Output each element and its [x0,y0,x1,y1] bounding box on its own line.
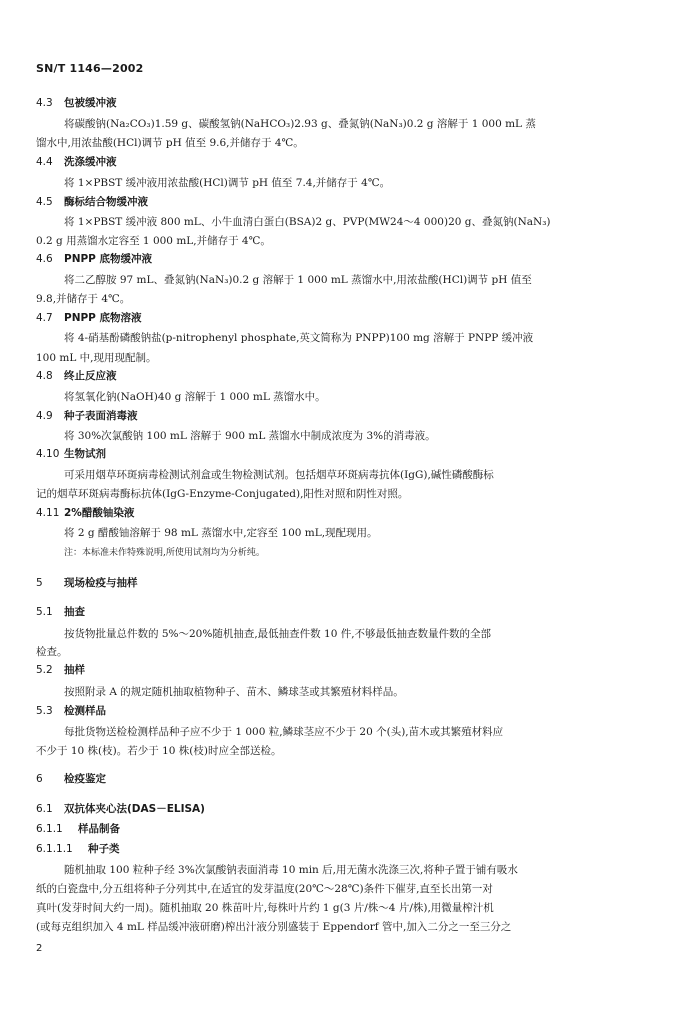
section-number: 4.6 [36,253,53,265]
section-number: 4.11 [36,507,60,519]
section-title: 终止反应液 [64,370,117,382]
section-title: 双抗体夹心法(DAS－ELISA) [64,803,205,815]
paragraph-line: 将氢氧化钠(NaOH)40 g 溶解于 1 000 mL 蒸馏水中。 [64,391,326,403]
section-heading-4-4 [36,156,117,169]
section-heading-5-3 [36,705,106,718]
paragraph-line: 将 1×PBST 缓冲液 800 mL、小牛血清白蛋白(BSA)2 g、PVP(MW24～4 000)20 g、叠氮钠(NaN₃) [64,216,551,228]
paragraph-line: 按货物批量总件数的 5%～20%随机抽查,最低抽查件数 10 件,不够最低抽查数量件数的全部 [64,628,492,640]
section-heading-6-1 [36,803,205,816]
section-heading-4-10 [36,448,106,461]
paragraph-line: 记的烟草环斑病毒酶标抗体(IgG-Enzyme-Conjugated),阳性对照和阴性对照。 [36,488,409,500]
section-number: 6.1.1 [36,823,63,835]
section-heading-6-1-1-1 [36,843,120,856]
paragraph-line: 9.8,并储存于 4℃。 [36,293,131,305]
section-title: 种子表面消毒液 [64,410,138,422]
section-title: 生物试剂 [64,448,106,460]
section-title: 抽查 [64,606,85,618]
paragraph-line: 100 mL 中,现用现配制。 [36,352,157,364]
section-number: 4.10 [36,448,60,460]
section-heading-5-1 [36,606,85,619]
section-heading-6-1-1 [36,823,120,836]
section-number: 6.1.1.1 [36,843,73,855]
section-heading-4-11 [36,507,134,520]
section-heading-4-8 [36,370,117,383]
paragraph-line: 将 30%次氯酸钠 100 mL 溶解于 900 mL 蒸馏水中制成浓度为 3%的消毒液。 [64,430,436,442]
section-number: 4.9 [36,410,53,422]
section-heading-4-5 [36,196,148,209]
section-number: 4.5 [36,196,53,208]
section-title: 种子类 [88,843,120,855]
paragraph-line: 将碳酸钠(Na₂CO₃)1.59 g、碳酸氢钠(NaHCO₃)2.93 g、叠氮钠(NaN₃)0.2 g 溶解于 1 000 mL 蒸 [64,118,536,130]
section-title: 酶标结合物缓冲液 [64,196,148,208]
section-number: 5.3 [36,705,53,717]
section-number: 4.8 [36,370,53,382]
section-heading-4-9 [36,410,138,423]
paragraph-line: (或每克组织加入 4 mL 样品缓冲液研磨)榨出汁液分别盛装于 Eppendorf 管中,加入二分之一至三分之 [36,921,512,933]
paragraph-line: 将 1×PBST 缓冲液用浓盐酸(HCl)调节 pH 值至 7.4,并储存于 4℃。 [64,177,391,189]
paragraph-line: 检查。 [36,646,68,658]
paragraph-line: 随机抽取 100 粒种子经 3%次氯酸钠表面消毒 10 min 后,用无菌水洗涤三次,将种子置于铺有吸水 [64,864,518,876]
section-number: 5.2 [36,664,53,676]
paragraph-line: 可采用烟草环斑病毒检测试剂盒或生物检测试剂。包括烟草环斑病毒抗体(IgG),碱性磷酸酶标 [64,469,494,481]
section-title: PNPP 底物缓冲液 [64,253,153,265]
section-number: 6.1 [36,803,53,815]
paragraph-line: 将 4-硝基酚磷酸钠盐(p-nitrophenyl phosphate,英文简称为 PNPP)100 mg 溶解于 PNPP 缓冲液 [64,332,534,344]
section-title: 样品制备 [78,823,120,835]
section-heading-5 [36,577,138,590]
paragraph-line: 将二乙醇胺 97 mL、叠氮钠(NaN₃)0.2 g 溶解于 1 000 mL 蒸馏水中,用浓盐酸(HCl)调节 pH 值至 [64,274,532,286]
section-number: 4.4 [36,156,53,168]
section-title: 包被缓冲液 [64,97,117,109]
section-title: 2%醋酸铀染液 [64,507,135,519]
section-heading-4-6 [36,253,152,266]
note: 注：本标准未作特殊说明,所使用试剂均为分析纯。 [64,548,265,558]
section-title: 现场检疫与抽样 [64,577,138,589]
standard-code: SN/T 1146—2002 [36,62,144,75]
section-title: 抽样 [64,664,85,676]
section-title: 检测样品 [64,705,106,717]
section-number: 4.3 [36,97,53,109]
paragraph-line: 将 2 g 醋酸铀溶解于 98 mL 蒸馏水中,定容至 100 mL,现配现用。 [64,527,378,539]
paragraph-line: 纸的白瓷盘中,分五组将种子分列其中,在适宜的发芽温度(20℃～28℃)条件下催芽,直至长出第一对 [36,883,493,895]
page-number: 2 [36,943,43,954]
paragraph-line: 按照附录 A 的规定随机抽取植物种子、苗木、鳞球茎或其繁殖材料样品。 [64,686,404,698]
section-title: 检疫鉴定 [64,773,106,785]
section-title: PNPP 底物溶液 [64,312,142,324]
section-heading-5-2 [36,664,85,677]
section-title: 洗涤缓冲液 [64,156,117,168]
paragraph-line: 馏水中,用浓盐酸(HCl)调节 pH 值至 9.6,并储存于 4℃。 [36,137,304,149]
paragraph-line: 0.2 g 用蒸馏水定容至 1 000 mL,并储存于 4℃。 [36,235,271,247]
section-heading-4-7 [36,312,142,325]
paragraph-line: 真叶(发芽时间大约一周)。随机抽取 20 株苗叶片,每株叶片约 1 g(3 片/株～4 片/株),用微量榨汁机 [36,902,494,914]
section-number: 6 [36,773,43,785]
section-number: 4.7 [36,312,53,324]
section-number: 5.1 [36,606,53,618]
paragraph-line: 每批货物送检检测样品种子应不少于 1 000 粒,鳞球茎应不少于 20 个(头),苗木或其繁殖材料应 [64,726,504,738]
section-heading-4-3 [36,97,117,110]
paragraph-line: 不少于 10 株(枝)。若少于 10 株(枝)时应全部送检。 [36,745,282,757]
section-heading-6 [36,773,106,786]
section-number: 5 [36,577,43,589]
